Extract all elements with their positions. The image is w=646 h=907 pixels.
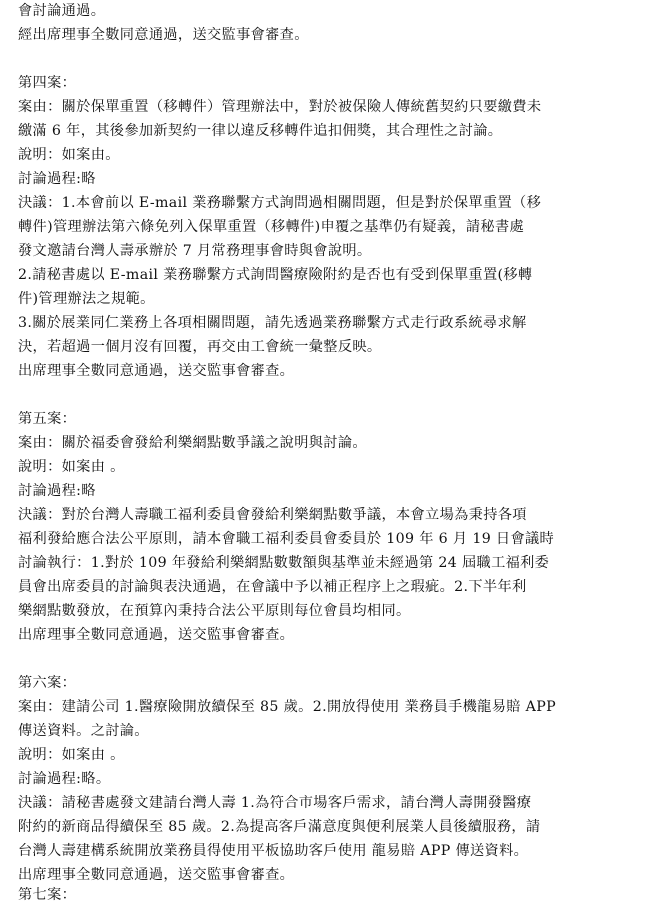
text-line: 附約的新商品得續保至 85 歲。2.為提高客戶滿意度與便利展業人員後續服務，請	[18, 819, 541, 835]
text-line: 案由：關於保單重置（移轉件）管理辦法中，對於被保險人傳統舊契約只要繳費未	[18, 99, 542, 115]
text-line: 說明：如案由 。	[18, 747, 125, 763]
text-line: 說明：如案由 。	[18, 459, 125, 475]
text-line: 案由：關於福委會發給利樂網點數爭議之說明與討論。	[18, 435, 367, 451]
text-line: 經出席理事全數同意通過，送交監事會審查。	[18, 27, 309, 43]
text-line: 討論過程:略。	[18, 771, 111, 787]
text-line: 討論執行：1.對於 109 年發給利樂網點數數額與基準並未經過第 24 屆職工福利委	[18, 555, 550, 571]
text-line: 樂網點數發放，在預算內秉持合法公平原則每位會員均相同。	[18, 603, 411, 619]
text-line: 發文邀請台灣人壽承辦於 7 月常務理事會時與會說明。	[18, 243, 372, 259]
text-line: 3.關於展業同仁業務上各項相關問題，請先透過業務聯繫方式走行政系統尋求解	[18, 315, 527, 331]
text-line: 討論過程:略	[18, 483, 96, 499]
text-line: 決議：1.本會前以 E-mail 業務聯繫方式詢問過相關問題，但是對於保單重置（移	[18, 195, 542, 211]
text-line: 出席理事全數同意通過，送交監事會審查。	[18, 867, 295, 883]
text-line: 福利發給應合法公平原則，請本會職工福利委員會委員於 109 年 6 月 19 日會議時	[18, 531, 555, 547]
text-line: 決議：請秘書處發文建請台灣人壽 1.為符合市場客戶需求，請台灣人壽開發醫療	[18, 795, 532, 811]
text-line: 台灣人壽建構系統開放業務員得使用平板協助客戶使用 龍易賠 APP 傳送資料。	[18, 843, 529, 859]
text-line: 員會出席委員的討論與表決通過，在會議中予以補正程序上之瑕疵。2.下半年利	[18, 579, 527, 595]
section-heading-case-5: 第五案：	[18, 411, 77, 427]
text-line: 出席理事全數同意通過，送交監事會審查。	[18, 363, 295, 379]
section-heading-case-7: 第七案：	[18, 887, 77, 903]
text-line: 決議：對於台灣人壽職工福利委員會發給利樂網點數爭議，本會立場為秉持各項	[18, 507, 527, 523]
text-line: 會討論通過。	[18, 3, 106, 19]
text-line: 傳送資料。之討論。	[18, 723, 149, 739]
text-line: 案由：建請公司 1.醫療險開放續保至 85 歲。2.開放得使用 業務員手機龍易賠 APP	[18, 699, 557, 715]
section-heading-case-6: 第六案：	[18, 675, 77, 691]
text-line: 說明：如案由。	[18, 147, 120, 163]
text-line: 決，若超過一個月沒有回覆，再交由工會統一彙整反映。	[18, 339, 382, 355]
text-line: 件)管理辦法之規範。	[18, 291, 155, 307]
text-line: 繳滿 6 年，其後參加新契約一律以違反移轉件追扣佣獎，其合理性之討論。	[18, 123, 503, 139]
section-heading-case-4: 第四案：	[18, 75, 77, 91]
text-line: 2.請秘書處以 E-mail 業務聯繫方式詢問醫療險附約是否也有受到保單重置(移轉	[18, 267, 533, 283]
text-line: 轉件)管理辦法第六條免列入保單重置（移轉件)申覆之基準仍有疑義，請秘書處	[18, 219, 525, 235]
text-line: 出席理事全數同意通過，送交監事會審查。	[18, 627, 295, 643]
text-line: 討論過程:略	[18, 171, 96, 187]
